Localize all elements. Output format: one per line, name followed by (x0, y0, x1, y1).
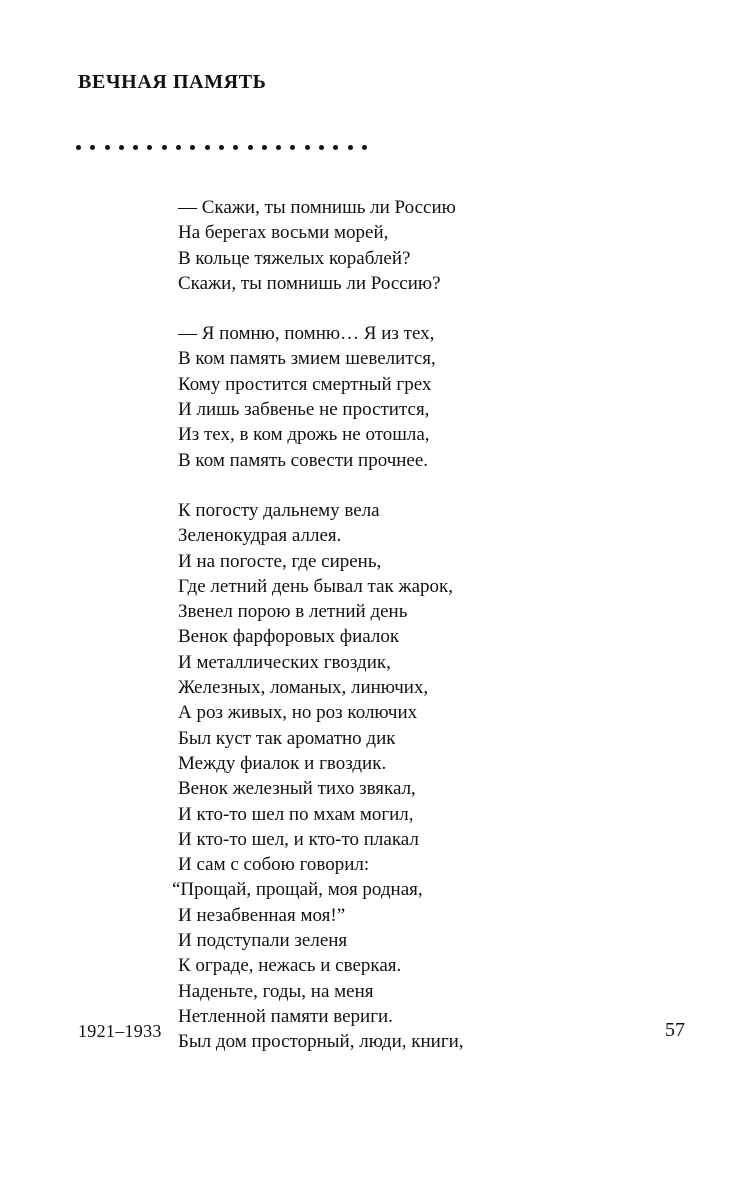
poem-line: В кольце тяжелых кораблей? (178, 247, 411, 269)
page-number: 57 (665, 1019, 685, 1041)
poem-line: — Скажи, ты помнишь ли Россию (178, 197, 456, 218)
poem-line: Железных, ломаных, линючих, (178, 677, 429, 699)
poem-title: ВЕЧНАЯ ПАМЯТЬ (78, 71, 267, 93)
poem-line: Из тех, в ком дрожь не отошла, (178, 424, 430, 446)
poem-line: К погосту дальнему вела (178, 499, 380, 521)
poem-line: И подступали зеленя (178, 930, 348, 952)
poem-line: К ограде, нежась и сверкая. (178, 955, 402, 977)
poem-line: Нетленной памяти вериги. (178, 1005, 393, 1027)
poem-line: И кто-то шел, и кто-то плакал (178, 828, 419, 850)
poem-line: “Прощай, прощай, моя родная, (172, 879, 423, 901)
poem-line: В ком память змием шевелится, (178, 348, 436, 370)
stanza (172, 498, 678, 1055)
poem-line: Между фиалок и гвоздик. (178, 752, 387, 774)
poem-line: И кто-то шел по мхам могил, (178, 803, 414, 825)
poem-line: Венок фарфоровых фиалок (178, 626, 400, 648)
poem-line: Зеленокудрая аллея. (178, 525, 342, 547)
poem-line: И сам с собою говорил: (178, 854, 370, 876)
poem-line: И на погосте, где сирень, (178, 550, 382, 572)
poem-body (172, 195, 678, 1080)
poem-line: Наденьте, годы, на меня (178, 980, 374, 1002)
poem-line: И металлических гвоздик, (178, 651, 391, 673)
stanza (178, 321, 678, 473)
poem-line: И незабвенная моя!” (178, 904, 346, 926)
poem-line: На берегах восьми морей, (178, 222, 389, 244)
poem-line: Кому простится смертный грех (178, 373, 432, 395)
poem-line: Звенел порою в летний день (178, 601, 408, 623)
poem-line: Венок железный тихо звякал, (178, 778, 416, 800)
poem-line: Был дом просторный, люди, книги, (178, 1031, 464, 1053)
dotted-divider (76, 145, 367, 150)
poem-line: — Я помню, помню… Я из тех, (178, 323, 435, 345)
stanza (178, 195, 678, 296)
poem-line: И лишь забвенье не простится, (178, 399, 430, 421)
poem-line: Скажи, ты помнишь ли Россию? (178, 272, 441, 294)
poem-line: В ком память совести прочнее. (178, 449, 429, 471)
poem-line: А роз живых, но роз колючих (178, 702, 418, 724)
poem-line: Был куст так ароматно дик (178, 727, 396, 749)
poem-dates: 1921–1933 (78, 1021, 162, 1041)
poem-line: Где летний день бывал так жарок, (178, 575, 454, 597)
